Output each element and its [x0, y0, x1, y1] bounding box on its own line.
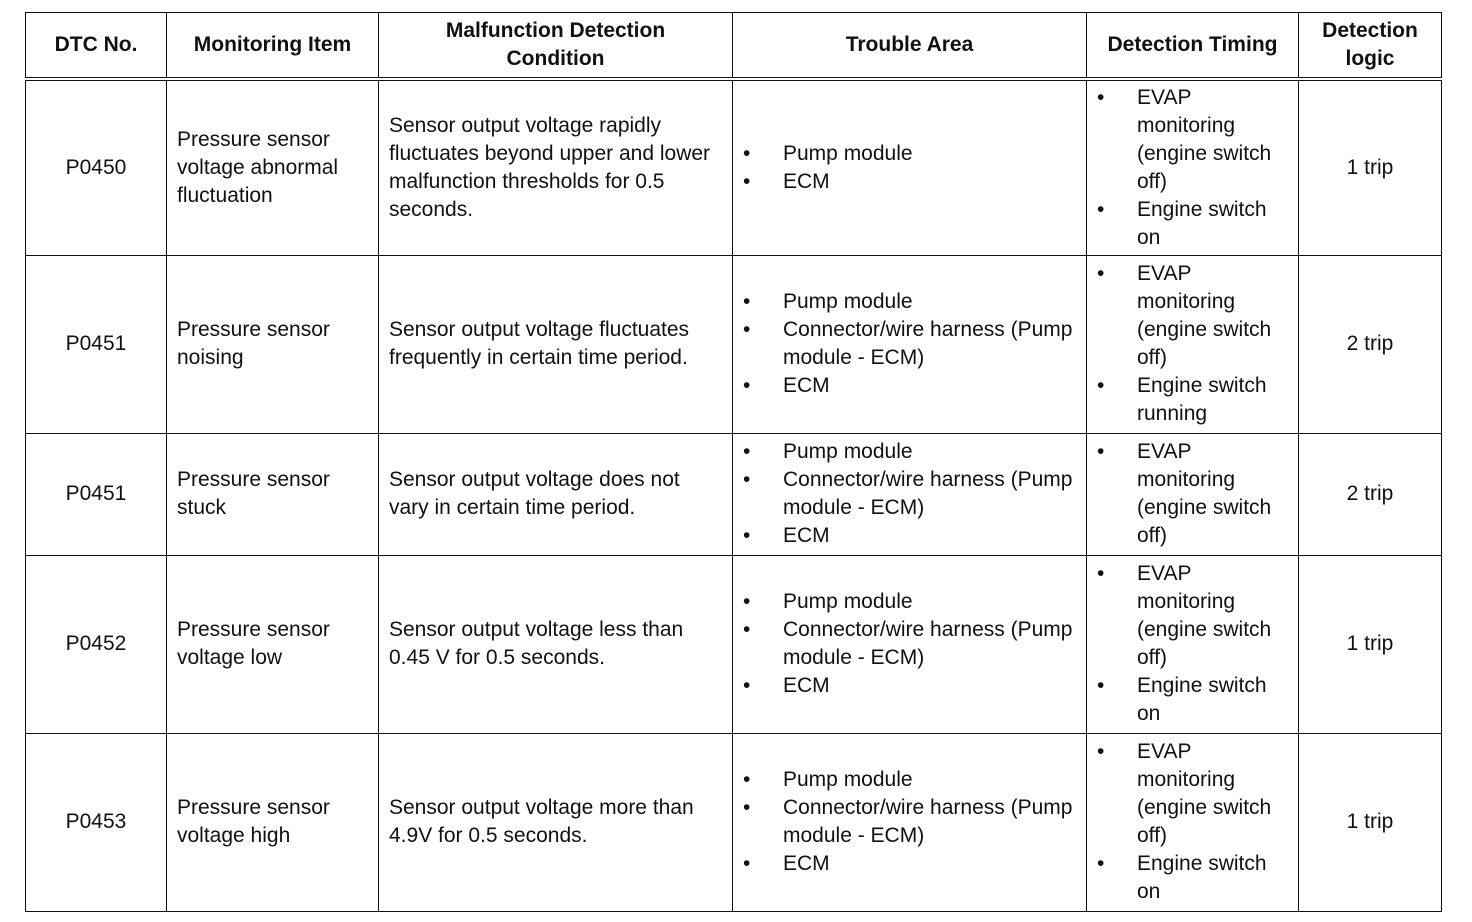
detection-logic-cell: 1 trip: [1299, 733, 1442, 911]
trouble-area-cell: [733, 255, 1087, 433]
header-row: [26, 13, 1442, 80]
dtc-table: [25, 12, 1442, 912]
monitoring-item-cell: Pressure sensor noising: [167, 255, 379, 433]
condition-cell: Sensor output voltage more than 4.9V for 0.5 seconds.: [379, 733, 733, 911]
table-header: [26, 13, 1442, 80]
list-item: • Pump module: [743, 140, 1076, 168]
trouble-list: [743, 140, 1076, 196]
table-row: [26, 255, 1442, 433]
list-item: • Connector/wire harness (Pump module - ECM): [743, 466, 1076, 522]
condition-cell: Sensor output voltage does not vary in certain time period.: [379, 433, 733, 555]
timing-list: [1097, 260, 1288, 428]
detection-logic-cell: 1 trip: [1299, 555, 1442, 733]
timing-list: [1097, 438, 1288, 550]
dtc-cell: P0453: [26, 733, 167, 911]
dtc-cell: P0452: [26, 555, 167, 733]
list-item: • Pump module: [743, 288, 1076, 316]
monitoring-item-cell: Pressure sensor voltage low: [167, 555, 379, 733]
detection-logic-cell: 2 trip: [1299, 433, 1442, 555]
trouble-area-cell: [733, 733, 1087, 911]
list-item: • Pump module: [743, 766, 1076, 794]
dtc-cell: P0451: [26, 433, 167, 555]
condition-cell: Sensor output voltage rapidly fluctuates beyond upper and lower malfunction thresholds for 0.5 seconds.: [379, 79, 733, 255]
table-body: [26, 79, 1442, 911]
list-item: • Pump module: [743, 588, 1076, 616]
condition-cell: Sensor output voltage fluctuates frequently in certain time period.: [379, 255, 733, 433]
monitoring-item-cell: Pressure sensor stuck: [167, 433, 379, 555]
list-item: • ECM: [743, 168, 1076, 196]
list-item: • Engine switch on: [1097, 196, 1288, 252]
table-row: [26, 79, 1442, 255]
detection-timing-cell: [1087, 433, 1299, 555]
header-trouble-area: Trouble Area: [733, 13, 1087, 80]
header-dtc: DTC No.: [26, 13, 167, 80]
table-row: [26, 555, 1442, 733]
list-item: • ECM: [743, 672, 1076, 700]
trouble-area-cell: [733, 433, 1087, 555]
list-item: • ECM: [743, 372, 1076, 400]
detection-logic-cell: 2 trip: [1299, 255, 1442, 433]
timing-list: [1097, 738, 1288, 906]
list-item: • ECM: [743, 850, 1076, 878]
list-item: • Connector/wire harness (Pump module - ECM): [743, 616, 1076, 672]
list-item: • Connector/wire harness (Pump module - ECM): [743, 316, 1076, 372]
trouble-list: [743, 288, 1076, 400]
list-item: • EVAP monitoring (engine switch off): [1097, 560, 1288, 672]
table-row: [26, 433, 1442, 555]
list-item: • EVAP monitoring (engine switch off): [1097, 260, 1288, 372]
table-row: [26, 733, 1442, 911]
dtc-cell: P0450: [26, 79, 167, 255]
list-item: • EVAP monitoring (engine switch off): [1097, 438, 1288, 550]
list-item: • EVAP monitoring (engine switch off): [1097, 738, 1288, 850]
header-condition: Malfunction Detection Condition: [379, 13, 733, 80]
list-item: • Engine switch on: [1097, 850, 1288, 906]
detection-timing-cell: [1087, 79, 1299, 255]
detection-timing-cell: [1087, 255, 1299, 433]
list-item: • Connector/wire harness (Pump module - ECM): [743, 794, 1076, 850]
monitoring-item-cell: Pressure sensor voltage abnormal fluctuation: [167, 79, 379, 255]
detection-logic-cell: 1 trip: [1299, 79, 1442, 255]
list-item: • ECM: [743, 522, 1076, 550]
detection-timing-cell: [1087, 733, 1299, 911]
trouble-area-cell: [733, 555, 1087, 733]
trouble-area-cell: [733, 79, 1087, 255]
monitoring-item-cell: Pressure sensor voltage high: [167, 733, 379, 911]
header-detection-timing: Detection Timing: [1087, 13, 1299, 80]
trouble-list: [743, 588, 1076, 700]
condition-cell: Sensor output voltage less than 0.45 V for 0.5 seconds.: [379, 555, 733, 733]
list-item: • Engine switch on: [1097, 672, 1288, 728]
trouble-list: [743, 438, 1076, 550]
timing-list: [1097, 84, 1288, 252]
timing-list: [1097, 560, 1288, 728]
header-monitoring-item: Monitoring Item: [167, 13, 379, 80]
trouble-list: [743, 766, 1076, 878]
list-item: • Engine switch running: [1097, 372, 1288, 428]
detection-timing-cell: [1087, 555, 1299, 733]
dtc-cell: P0451: [26, 255, 167, 433]
list-item: • Pump module: [743, 438, 1076, 466]
header-detection-logic: Detection logic: [1299, 13, 1442, 80]
list-item: • EVAP monitoring (engine switch off): [1097, 84, 1288, 196]
